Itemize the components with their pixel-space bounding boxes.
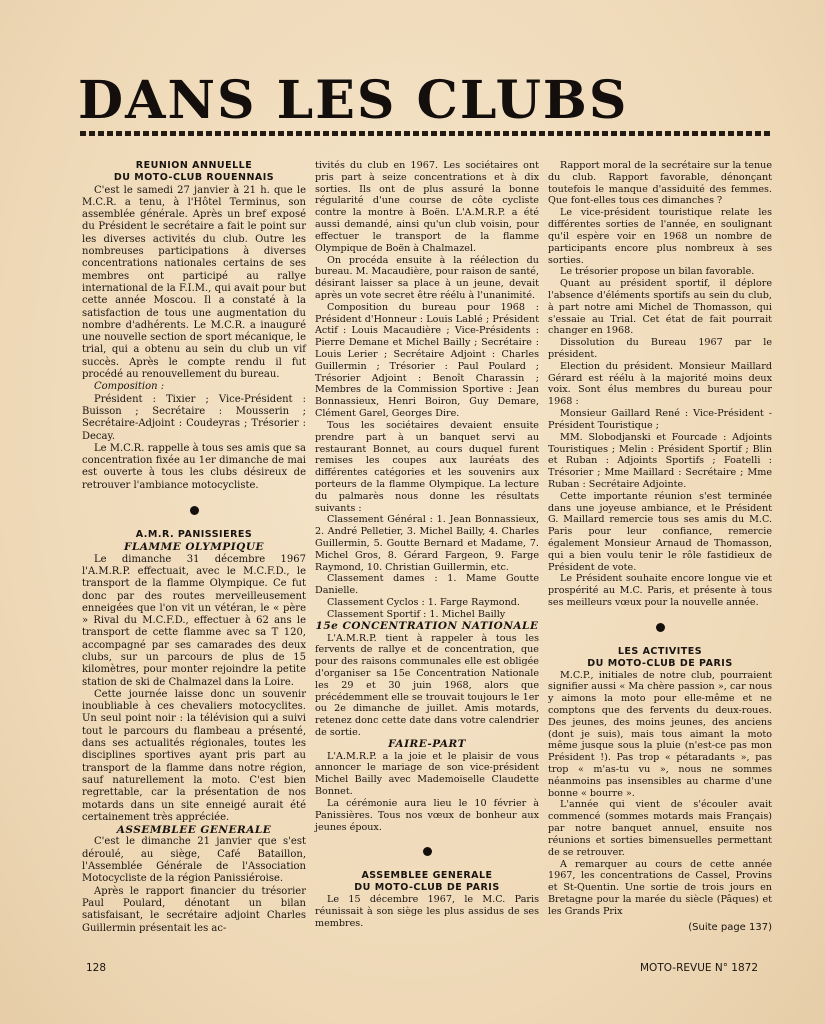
paragraph: Composition du bureau pour 1968 : Président d'Honneur : Louis Lablé ; Président Actif : Louis Macaudière ; Vice-Présidents : Pierre Demane et Michel Bailly ; Secrétaire : Louis Lerier ; Secrétaire Adjoint : Charles Guillermin ; Trésorier : Paul Poulard ; Trésorier Adjoint : Benoît Charassin ; Membres de la Commission Sportive : Jean Bonnassieux, Henri Boiron, Guy Demare, Clément Garel, Georges Dire. bbox=[315, 301, 539, 420]
magazine-issue: MOTO-REVUE N° 1872 bbox=[640, 962, 759, 974]
paragraph: M.C.P., initiales de notre club, pourraient signifier aussi « Ma chère passion », car nous y aimons la moto pour elle-même et ne comptons que des fervents du deux-roues. Des jeunes, des moins jeunes, des anciens (dont je suis), mais tous aimant la moto même jusque sous la pluie (n'est-ce pas mon Président !). Pas trop « pétaradants », pas trop « m'as-tu vu », nous ne sommes néanmoins pas insensibles au charme d'une bonne « bourre ». bbox=[548, 669, 772, 799]
paragraph: Monsieur Gaillard René : Vice-Président - Président Touristique ; bbox=[548, 408, 772, 431]
paragraph: Classement Sportif : 1. Michel Bailly bbox=[327, 608, 506, 620]
section-separator-dot bbox=[656, 623, 665, 632]
section-subheading-assemblee: ASSEMBLEE GENERALE bbox=[116, 824, 272, 837]
section-separator-dot bbox=[190, 506, 199, 515]
section-heading-assemblee-paris: ASSEMBLEE GENERALE bbox=[361, 870, 493, 882]
section-subheading-mc-paris-activites: DU MOTO-CLUB DE PARIS bbox=[587, 657, 733, 669]
paragraph: MM. Slobodjanski et Fourcade : Adjoints Touristiques ; Melin : Président Sportif ; Blin et Ruban : Adjoints Sportifs ; Foatelli : Trésorier ; Mme Maillard : Secrétaire ; Mme Ruban : Secrétaire Adjointe. bbox=[548, 431, 772, 490]
section-subheading-mc-paris: DU MOTO-CLUB DE PARIS bbox=[354, 882, 500, 894]
paragraph: Classement Général : 1. Jean Bonnassieux, 2. André Pelletier, 3. Michel Bailly, 4. Charles Guillermin, 5. Goutte Bernard et Madame, 7. Michel Gros, 8. Gérard Fargeon, 9. Farge Raymond, 10. Christian Guillermin, etc. bbox=[315, 514, 539, 573]
paragraph: Président : Tixier ; Vice-Président : Buisson ; Secrétaire : Mousserin ; Secrétaire-Adjoint : Coudeyras ; Trésorier : Decay. bbox=[82, 393, 306, 442]
paragraph: Cette importante réunion s'est terminée dans une joyeuse ambiance, et le Président G. Maillard remercie tous ses amis du M.C. Paris pour leur confiance, remercie également Monsieur Arnaud de Thomasson, qui a bien voulu tenir le rôle fastidieux de Président de vote. bbox=[548, 490, 772, 573]
paragraph: C'est le samedi 27 janvier à 21 h. que le M.C.R. a tenu, à l'Hôtel Terminus, son assemblée générale. Après un bref exposé du Président le secrétaire a fait le point sur les diverses activités du club. Outre les nombreuses participations à diverses concentrations nationales certains de ses membres ont participé au rallye international de la F.I.M., qui avait pour but cette année Moscou. Il a constaté à la satisfaction de tous une augmentation du nombre d'adhérents. Le M.C.R. a inauguré une nouvelle section de sport mécanique, le trial, qui a obtenu au sein du club un vif succès. Après le compte rendu il fut procédé au renouvellement du bureau. bbox=[82, 184, 306, 381]
paragraph: Classement Cyclos : 1. Farge Raymond. bbox=[327, 597, 520, 609]
paragraph: Le vice-président touristique relate les différentes sorties de l'année, en soulignant qu'il espère voir en 1968 un nombre de participants encore plus nombreux à ses sorties. bbox=[548, 207, 772, 266]
column-2 bbox=[315, 160, 539, 929]
paragraph: Cette journée laisse donc un souvenir inoubliable à ces chevaliers motocyclites. Un seul point noir : la télévision qui a suivi tout le parcours du flambeau a présenté, dans ses actualités régionales, toutes les disciplines sportives ayant pris part au transport de la flamme dans notre région, sauf naturellement la moto. C'est bien regrettable, car la présentation de nos motards dans un site enneigé aurait été certainement très appréciée. bbox=[82, 688, 306, 823]
paragraph: Composition : bbox=[94, 381, 165, 393]
page-title: DANS LES CLUBS bbox=[78, 70, 629, 131]
paragraph: L'A.M.R.P. a la joie et le plaisir de vous annoncer le mariage de son vice-président Michel Bailly avec Mademoiselle Claudette Bonnet. bbox=[315, 750, 539, 798]
paragraph: Le dimanche 31 décembre 1967 l'A.M.R.P. effectuait, avec le M.C.F.D., le transport de la flamme Olympique. Ce fut donc par des routes merveilleusement enneigées que l'on vit un vétéran, le « père » Rival du M.C.F.D., effectuer à 62 ans le transport de cette flamme avec sa T 120, accompagné par ses camarades des deux clubs, sur un parcours de plus de 15 kilomètres, pour monter rejoindre la petite station de ski de Chalmazel dans la Loire. bbox=[82, 553, 306, 688]
paragraph: Dissolution du Bureau 1967 par le président. bbox=[548, 337, 772, 360]
paragraph: Tous les sociétaires devaient ensuite prendre part à un banquet servi au restaurant Bonnet, au cours duquel furent remises les coupes aux lauréats des différentes catégories et les souvenirs aux porteurs de la flamme Olympique. La lecture du palmarès nous donne les résultats suivants : bbox=[315, 419, 539, 514]
paragraph: Le Président souhaite encore longue vie et prospérité au M.C. Paris, et présente à tous ses meilleurs vœux pour la nouvelle année. bbox=[548, 573, 772, 609]
paragraph: Le M.C.R. rappelle à tous ses amis que sa concentration fixée au 1er dimanche de mai est ouverte à tous les clubs désireux de retrouver l'ambiance motocycliste. bbox=[82, 442, 306, 491]
section-subheading-faire-part: FAIRE-PART bbox=[388, 737, 466, 750]
section-separator-dot bbox=[423, 847, 432, 856]
paragraph: C'est le dimanche 21 janvier que s'est déroulé, au siège, Café Bataillon, l'Assemblée Générale de l'Association Motocycliste de la région Panissiéroise. bbox=[82, 836, 306, 885]
paragraph: L'A.M.R.P. tient à rappeler à tous les fervents de rallye et de concentration, que pour des raisons communales elle est obligée d'organiser sa 15e Concentration Nationale les 29 et 30 juin 1968, alors que précédemment elle se trouvait toujours le 1er ou 2e dimanche de juillet. Amis motards, retenez donc cette date dans votre calendrier de sortie. bbox=[315, 632, 539, 738]
paragraph: tivités du club en 1967. Les sociétaires ont pris part à seize concentrations et à dix sorties. Ils ont de plus assuré la bonne régularité d'une course de côte cycliste contre la montre à Boën. L'A.M.R.P. a été aussi demandé, ainsi qu'un club voisin, pour effectuer le transport de la flamme Olympique de Boën à Chalmazel. bbox=[315, 160, 539, 254]
continued-on-page: (Suite page 137) bbox=[688, 921, 772, 933]
paragraph: La cérémonie aura lieu le 10 février à Panissières. Tous nos vœux de bonheur aux jeunes époux. bbox=[315, 797, 539, 833]
section-heading-activites: LES ACTIVITES bbox=[617, 645, 703, 657]
section-subheading-concentration: 15e CONCENTRATION NATIONALE bbox=[315, 619, 539, 632]
section-heading-reunion: REUNION ANNUELLE bbox=[135, 160, 253, 171]
paragraph: A remarquer au cours de cette année 1967, les concentrations de Cassel, Provins et St-Quentin. Une sortie de trois jours en Bretagne pour la marée du siècle (Pâques) et les Grands Prix bbox=[548, 858, 772, 917]
section-subheading-flamme: FLAMME OLYMPIQUE bbox=[124, 541, 264, 554]
column-1 bbox=[82, 160, 306, 935]
title-wavy-rule bbox=[80, 131, 770, 136]
paragraph: On procéda ensuite à la réélection du bureau. M. Macaudière, pour raison de santé, désirant laisser sa place à un jeune, devait après un vote secret être réélu à l'unanimité. bbox=[315, 254, 539, 301]
paragraph: Election du président. Monsieur Maillard Gérard est réélu à la majorité moins deux voix. Sont élus membres du bureau pour 1968 : bbox=[548, 360, 772, 408]
paragraph: L'année qui vient de s'écouler avait commencé (sommes motards mais Français) par notre banquet annuel, ensuite nos réunions et sorties bimensuelles permettant de se retrouver. bbox=[548, 799, 772, 858]
column-3 bbox=[548, 160, 772, 933]
section-heading-amr: A.M.R. PANISSIERES bbox=[135, 529, 253, 541]
paragraph: Le trésorier propose un bilan favorable. bbox=[560, 266, 755, 278]
section-subheading-rouennais: DU MOTO-CLUB ROUENNAIS bbox=[113, 172, 275, 184]
paragraph: Quant au président sportif, il déplore l'absence d'éléments sportifs au sein du club, à part notre ami Michel de Thomasson, qui s'essaie au Trial. Cet état de fait pourrait changer en 1968. bbox=[548, 278, 772, 337]
paragraph: Le 15 décembre 1967, le M.C. Paris réunissait à son siège les plus assidus de ses membres. bbox=[315, 893, 539, 929]
paragraph: Rapport moral de la secrétaire sur la tenue du club. Rapport favorable, dénonçant toutefois le manque d'assiduité des femmes. Que font-elles tous ces dimanches ? bbox=[548, 160, 772, 207]
paragraph: Classement dames : 1. Mame Goutte Danielle. bbox=[315, 573, 539, 597]
paragraph: Après le rapport financier du trésorier Paul Poulard, dénotant un bilan satisfaisant, le secrétaire adjoint Charles Guillermin présentait les ac- bbox=[82, 885, 306, 934]
page-number: 128 bbox=[86, 962, 107, 974]
